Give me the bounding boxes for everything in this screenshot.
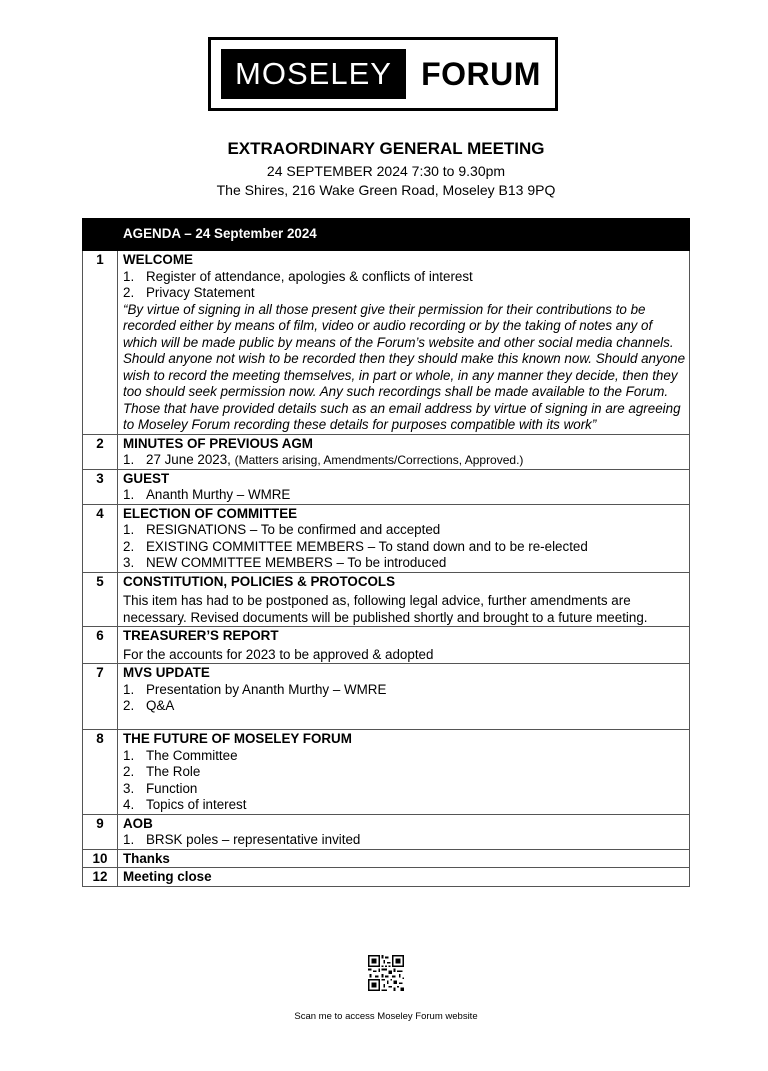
agenda-item-title: Thanks bbox=[123, 850, 170, 866]
agenda-row bbox=[83, 730, 690, 815]
agenda-header-row bbox=[83, 219, 690, 251]
agenda-point: 2. EXISTING COMMITTEE MEMBERS – To stand down and to be re-elected bbox=[123, 538, 588, 554]
meeting-title: EXTRAORDINARY GENERAL MEETING bbox=[227, 139, 545, 158]
privacy-statement-email: Those that have provided details such as an email address by virtue of signing in are agreeing to Moseley Forum recording these details for purposes compatible with its work” bbox=[123, 400, 681, 432]
agenda-point: 3. Function bbox=[123, 780, 198, 796]
agenda-item-number: 5 bbox=[83, 572, 118, 627]
agenda-item-title: TREASURER’S REPORT bbox=[123, 628, 279, 643]
logo-forum-text: FORUM bbox=[421, 55, 541, 92]
agenda-item-content bbox=[118, 730, 690, 815]
agenda-item-content bbox=[118, 251, 690, 435]
agenda-point: 4. Topics of interest bbox=[123, 797, 247, 812]
privacy-statement: “By virtue of signing in all those present give their permission for their contributions to be recorded either by means of film, video or audio recording or by the taking of notes any of which will be made public by means of the Forum’s website and other social media channels. Should anyone not wish to be recorded then they should make this known now. Should anyone wish to record the meeting themselves, in part or whole, in any manner they decide, then they too should seek permission now. Any such recordings shall be made available to the Forum. bbox=[123, 301, 686, 399]
agenda-point: 3. NEW COMMITTEE MEMBERS – To be introduced bbox=[123, 555, 447, 570]
agenda-point: 1. Register of attendance, apologies & conflicts of interest bbox=[123, 268, 473, 284]
agenda-item-number: 2 bbox=[83, 434, 118, 469]
agenda-item-number: 6 bbox=[83, 627, 118, 664]
agenda-point: 2. The Role bbox=[123, 764, 201, 779]
meeting-datetime: 24 SEPTEMBER 2024 7:30 to 9.30pm bbox=[266, 163, 506, 179]
agenda-item-title: THE FUTURE OF MOSELEY FORUM bbox=[123, 731, 352, 746]
agenda-header: AGENDA – 24 September 2024 bbox=[118, 219, 690, 251]
agenda-item-number: 8 bbox=[83, 730, 118, 815]
agenda-item-text: This item has had to be postponed as, following legal advice, further amendments are necessary. Revised documents will be published shortly and brought to a future meeting. bbox=[123, 593, 648, 625]
agenda-item-number: 4 bbox=[83, 504, 118, 572]
agenda-row bbox=[83, 434, 690, 469]
agenda-item-content bbox=[118, 469, 690, 504]
agenda-table bbox=[82, 218, 690, 887]
agenda-point: 1. Ananth Murthy – WMRE bbox=[123, 487, 291, 502]
agenda-item-title: WELCOME bbox=[123, 252, 193, 267]
agenda-item-number: 1 bbox=[83, 251, 118, 435]
meeting-venue: The Shires, 216 Wake Green Road, Moseley B13 9PQ bbox=[216, 182, 556, 198]
agenda-point: 1. BRSK poles – representative invited bbox=[123, 832, 361, 847]
agenda-item-title: AOB bbox=[123, 815, 153, 831]
agenda-row bbox=[83, 664, 690, 730]
agenda-item-content bbox=[118, 814, 690, 849]
agenda-item-content bbox=[118, 572, 690, 627]
agenda-row bbox=[83, 627, 690, 664]
agenda-item-title: ELECTION OF COMMITTEE bbox=[123, 505, 298, 521]
agenda-row bbox=[83, 814, 690, 849]
agenda-item-number: 12 bbox=[83, 868, 118, 887]
agenda-row bbox=[83, 251, 690, 435]
agenda-header-num-cell bbox=[83, 219, 118, 251]
agenda-item-content bbox=[118, 849, 690, 868]
agenda-item-title: MVS UPDATE bbox=[123, 665, 210, 680]
agenda-row bbox=[83, 469, 690, 504]
agenda-row bbox=[83, 504, 690, 572]
agenda-item-content bbox=[118, 664, 690, 730]
agenda-point: 2. Privacy Statement bbox=[123, 285, 255, 300]
agenda-point: 1. RESIGNATIONS – To be confirmed and accepted bbox=[123, 522, 441, 537]
agenda-item-title: GUEST bbox=[123, 470, 170, 486]
agenda-item-title: CONSTITUTION, POLICIES & PROTOCOLS bbox=[123, 573, 396, 589]
agenda-point: 1. 27 June 2023, (Matters arising, Amendments/Corrections, Approved.) bbox=[123, 452, 524, 467]
agenda-point: 1. The Committee bbox=[123, 747, 238, 763]
agenda-row bbox=[83, 572, 690, 627]
logo-moseley-text: MOSELEY bbox=[221, 49, 406, 99]
agenda-item-content bbox=[118, 504, 690, 572]
agenda-point: 2. Q&A bbox=[123, 698, 175, 713]
qr-code-icon[interactable] bbox=[368, 955, 404, 991]
agenda-item-content bbox=[118, 868, 690, 887]
agenda-point: 1. Presentation by Ananth Murthy – WMRE bbox=[123, 681, 387, 697]
agenda-item-title: Meeting close bbox=[123, 869, 212, 884]
agenda-item-number: 9 bbox=[83, 814, 118, 849]
moseley-forum-logo bbox=[208, 37, 558, 111]
agenda-item-number: 7 bbox=[83, 664, 118, 730]
agenda-row bbox=[83, 849, 690, 868]
agenda-item-content bbox=[118, 627, 690, 664]
qr-caption: Scan me to access Moseley Forum website bbox=[294, 1011, 478, 1022]
agenda-row bbox=[83, 868, 690, 887]
agenda-item-content bbox=[118, 434, 690, 469]
agenda-item-title: MINUTES OF PREVIOUS AGM bbox=[123, 435, 313, 451]
agenda-item-number: 3 bbox=[83, 469, 118, 504]
agenda-item-number: 10 bbox=[83, 849, 118, 868]
agenda-item-text: For the accounts for 2023 to be approved & adopted bbox=[123, 646, 434, 662]
